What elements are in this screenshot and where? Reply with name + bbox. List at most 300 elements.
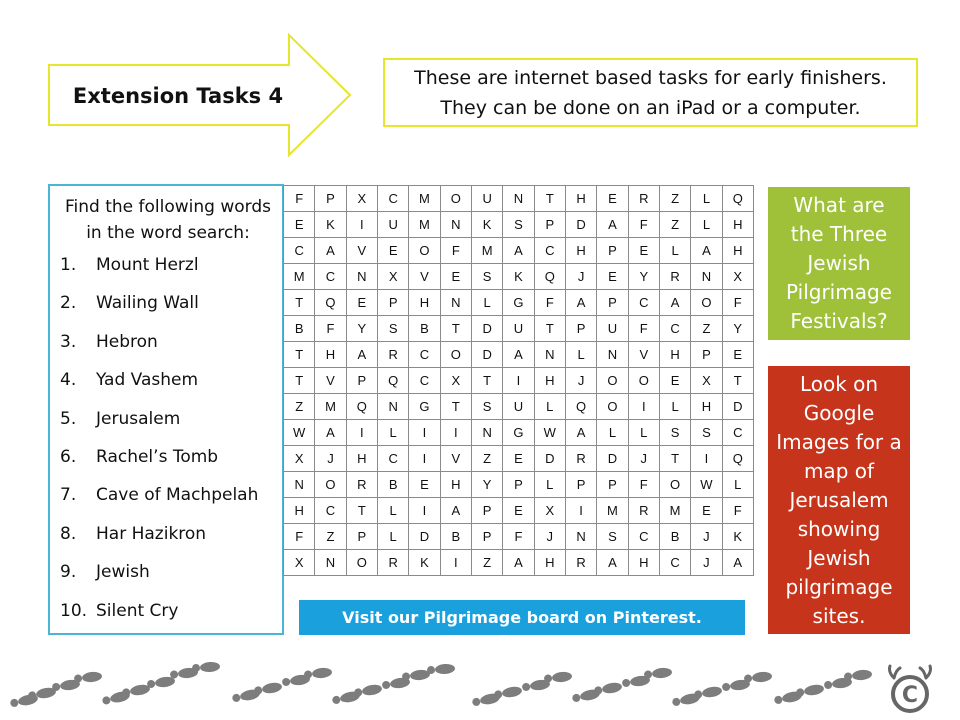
grid-cell: O (346, 550, 377, 576)
footprint-icon (304, 667, 333, 680)
list-item (60, 600, 276, 638)
list-item-number: 3. (60, 331, 77, 352)
grid-cell: F (440, 238, 471, 264)
grid-cell: E (377, 238, 408, 264)
grid-cell: L (377, 524, 408, 550)
footprint-icon (693, 685, 722, 700)
grid-cell: C (534, 238, 565, 264)
grid-cell: E (503, 446, 534, 472)
grid-cell: L (471, 290, 502, 316)
grid-cell: H (409, 290, 440, 316)
list-item-number: 8. (60, 523, 77, 544)
grid-cell: I (503, 368, 534, 394)
list-item (60, 561, 276, 599)
grid-cell: L (691, 212, 722, 238)
grid-row (284, 342, 754, 368)
list-item-text: Mount Herzl (96, 255, 199, 275)
grid-cell: A (565, 420, 596, 446)
grid-row (284, 550, 754, 576)
footprint-icon (544, 671, 573, 684)
grid-cell: Q (534, 264, 565, 290)
grid-cell: K (471, 212, 502, 238)
grid-cell: M (659, 498, 690, 524)
grid-cell: P (597, 238, 628, 264)
grid-cell: E (346, 290, 377, 316)
grid-cell: P (503, 472, 534, 498)
list-item-number: 2. (60, 293, 77, 314)
map-task-line: map of (803, 458, 875, 483)
grid-cell: A (597, 212, 628, 238)
grid-cell: D (471, 316, 502, 342)
footprint-icon (493, 685, 522, 700)
grid-cell: C (659, 550, 690, 576)
grid-cell: C (377, 186, 408, 212)
grid-cell: V (346, 238, 377, 264)
intro-line-2: They can be done on an iPad or a computer. (440, 96, 861, 119)
grid-cell: I (440, 550, 471, 576)
grid-cell: R (565, 550, 596, 576)
grid-cell: L (691, 186, 722, 212)
footprint-icon (353, 683, 382, 698)
grid-cell: O (409, 238, 440, 264)
grid-cell: I (409, 446, 440, 472)
grid-cell: F (628, 472, 659, 498)
grid-cell: H (628, 550, 659, 576)
grid-cell: D (409, 524, 440, 550)
list-item (60, 254, 276, 292)
grid-cell: M (409, 212, 440, 238)
grid-cell: I (440, 420, 471, 446)
grid-cell: N (440, 290, 471, 316)
grid-cell: I (346, 212, 377, 238)
grid-row (284, 212, 754, 238)
grid-cell: F (628, 212, 659, 238)
grid-cell: D (722, 394, 753, 420)
grid-cell: C (315, 498, 346, 524)
list-item (60, 331, 276, 369)
grid-cell: C (409, 368, 440, 394)
grid-cell: T (284, 342, 315, 368)
grid-cell: R (377, 342, 408, 368)
grid-cell: T (471, 368, 502, 394)
grid-cell: A (691, 238, 722, 264)
grid-cell: Z (315, 524, 346, 550)
grid-cell: B (659, 524, 690, 550)
grid-cell: O (597, 368, 628, 394)
grid-cell: P (471, 524, 502, 550)
grid-cell: V (440, 446, 471, 472)
list-item (60, 446, 276, 484)
grid-cell: F (315, 316, 346, 342)
grid-cell: P (377, 290, 408, 316)
grid-cell: E (597, 186, 628, 212)
svg-text:C: C (901, 683, 919, 708)
grid-cell: F (534, 290, 565, 316)
grid-cell: K (409, 550, 440, 576)
grid-cell: X (440, 368, 471, 394)
list-item-text: Jerusalem (96, 408, 181, 429)
grid-cell: Q (377, 368, 408, 394)
grid-cell: H (565, 238, 596, 264)
grid-cell: D (471, 342, 502, 368)
grid-cell: L (377, 498, 408, 524)
list-item-number: 10. (60, 600, 88, 621)
festivals-question-line: Festivals? (790, 309, 888, 333)
grid-cell: A (722, 550, 753, 576)
grid-cell: B (409, 316, 440, 342)
grid-cell: K (722, 524, 753, 550)
list-item-text: Har Hazikron (96, 523, 207, 544)
grid-cell: N (284, 472, 315, 498)
grid-cell: Y (471, 472, 502, 498)
grid-cell: Q (315, 290, 346, 316)
title-arrow (47, 33, 353, 158)
intro-line-1: These are internet based tasks for early finishers. (414, 66, 887, 89)
grid-cell: H (659, 342, 690, 368)
grid-cell: S (597, 524, 628, 550)
grid-row (284, 524, 754, 550)
festivals-question-line: What are (793, 193, 885, 217)
footprint-icon (795, 683, 824, 698)
grid-cell: N (377, 394, 408, 420)
grid-cell: A (315, 420, 346, 446)
grid-cell: W (534, 420, 565, 446)
footprints-icon (0, 655, 960, 720)
grid-cell: U (503, 394, 534, 420)
footprint-icon (146, 676, 175, 690)
map-task-line: Jerusalem (789, 487, 889, 512)
grid-cell: O (628, 368, 659, 394)
grid-cell: P (315, 186, 346, 212)
grid-cell: U (377, 212, 408, 238)
grid-row (284, 446, 754, 472)
grid-cell: E (284, 212, 315, 238)
grid-cell: I (346, 420, 377, 446)
grid-cell: D (565, 212, 596, 238)
grid-cell: C (409, 342, 440, 368)
map-task-line: Images for a (776, 429, 902, 454)
footprint-icon (427, 663, 456, 675)
grid-cell: A (597, 550, 628, 576)
grid-cell: F (722, 498, 753, 524)
grid-cell: R (628, 498, 659, 524)
grid-row (284, 394, 754, 420)
grid-cell: Y (346, 316, 377, 342)
grid-row (284, 420, 754, 446)
footprint-icon (192, 661, 221, 673)
grid-cell: F (722, 290, 753, 316)
list-item-text: Wailing Wall (96, 293, 199, 314)
grid-cell: E (503, 498, 534, 524)
grid-cell: M (597, 498, 628, 524)
grid-cell: J (691, 524, 722, 550)
grid-cell: P (471, 498, 502, 524)
grid-cell: K (315, 212, 346, 238)
grid-cell: J (534, 524, 565, 550)
grid-cell: U (471, 186, 502, 212)
grid-cell: E (409, 472, 440, 498)
grid-cell: U (597, 316, 628, 342)
grid-cell: I (409, 498, 440, 524)
grid-cell: A (565, 290, 596, 316)
intro-box (383, 58, 918, 127)
footprint-icon (27, 686, 56, 701)
grid-cell: X (284, 446, 315, 472)
grid-cell: L (628, 420, 659, 446)
grid-cell: O (440, 186, 471, 212)
grid-cell: J (565, 264, 596, 290)
grid-cell: U (503, 316, 534, 342)
grid-cell: P (346, 524, 377, 550)
map-task-line: showing (797, 516, 881, 541)
list-item-number: 5. (60, 408, 77, 429)
grid-cell: I (691, 446, 722, 472)
grid-cell: O (691, 290, 722, 316)
grid-cell: F (628, 316, 659, 342)
grid-cell: T (440, 316, 471, 342)
grid-cell: I (628, 394, 659, 420)
grid-row (284, 472, 754, 498)
grid-cell: B (440, 524, 471, 550)
grid-cell: O (315, 472, 346, 498)
grid-cell: A (503, 342, 534, 368)
grid-cell: A (503, 550, 534, 576)
grid-cell: J (315, 446, 346, 472)
list-item-text: Hebron (96, 331, 158, 352)
list-item-number: 9. (60, 562, 77, 583)
grid-cell: T (440, 394, 471, 420)
map-task-box (768, 366, 910, 634)
grid-cell: C (284, 238, 315, 264)
grid-cell: R (377, 550, 408, 576)
grid-cell: I (409, 420, 440, 446)
grid-cell: R (346, 472, 377, 498)
grid-cell: L (659, 394, 690, 420)
grid-cell: Y (722, 316, 753, 342)
grid-cell: E (659, 368, 690, 394)
grid-cell: A (503, 238, 534, 264)
grid-cell: N (503, 186, 534, 212)
festivals-question-box (768, 187, 910, 340)
grid-cell: C (628, 524, 659, 550)
grid-cell: N (471, 420, 502, 446)
grid-cell: O (659, 472, 690, 498)
grid-cell: J (628, 446, 659, 472)
grid-cell: O (597, 394, 628, 420)
footprint-icon (593, 681, 622, 696)
grid-cell: Q (722, 446, 753, 472)
list-item-text: Rachel’s Tomb (96, 446, 219, 467)
grid-cell: H (534, 368, 565, 394)
grid-cell: P (565, 316, 596, 342)
grid-cell: X (377, 264, 408, 290)
list-item-number: 4. (60, 370, 77, 391)
grid-cell: S (691, 420, 722, 446)
grid-cell: D (534, 446, 565, 472)
list-item-number: 7. (60, 485, 77, 506)
grid-row (284, 498, 754, 524)
list-item-text: Jewish (96, 562, 150, 583)
list-item (60, 369, 276, 407)
grid-cell: P (346, 368, 377, 394)
grid-cell: Z (471, 550, 502, 576)
grid-cell: B (284, 316, 315, 342)
grid-cell: H (722, 212, 753, 238)
grid-cell: Z (659, 212, 690, 238)
list-item-number: 1. (60, 255, 77, 275)
grid-cell: X (722, 264, 753, 290)
list-item-text: Cave of Machpelah (96, 485, 259, 506)
list-item-text: Yad Vashem (96, 370, 199, 391)
list-item (60, 484, 276, 522)
grid-cell: A (440, 498, 471, 524)
grid-cell: C (722, 420, 753, 446)
grid-cell: H (315, 342, 346, 368)
grid-cell: Z (659, 186, 690, 212)
list-item (60, 523, 276, 561)
grid-cell: T (284, 368, 315, 394)
grid-cell: H (565, 186, 596, 212)
grid-row (284, 186, 754, 212)
grid-cell: J (691, 550, 722, 576)
grid-cell: F (284, 186, 315, 212)
grid-cell: P (691, 342, 722, 368)
grid-row (284, 238, 754, 264)
list-item (60, 408, 276, 446)
grid-cell: H (691, 394, 722, 420)
grid-cell: P (565, 472, 596, 498)
grid-row (284, 316, 754, 342)
grid-cell: G (503, 420, 534, 446)
grid-cell: R (565, 446, 596, 472)
grid-cell: T (534, 186, 565, 212)
grid-cell: M (471, 238, 502, 264)
grid-cell: A (315, 238, 346, 264)
grid-cell: C (315, 264, 346, 290)
grid-cell: V (409, 264, 440, 290)
grid-cell: K (503, 264, 534, 290)
grid-cell: X (534, 498, 565, 524)
grid-cell: T (659, 446, 690, 472)
footprint-icon (644, 667, 673, 680)
grid-cell: M (409, 186, 440, 212)
list-item-text: Silent Cry (96, 600, 179, 621)
grid-cell: S (377, 316, 408, 342)
footprint-icon (402, 669, 431, 682)
grid-cell: E (628, 238, 659, 264)
grid-cell: V (628, 342, 659, 368)
word-list-panel (48, 184, 284, 635)
grid-cell: C (659, 316, 690, 342)
grid-cell: S (471, 264, 502, 290)
grid-cell: F (503, 524, 534, 550)
grid-cell: T (284, 290, 315, 316)
grid-cell: T (346, 498, 377, 524)
festivals-question-line: Jewish (807, 251, 871, 275)
page-title: Extension Tasks 4 (72, 83, 284, 108)
grid-cell: T (534, 316, 565, 342)
grid-cell: S (471, 394, 502, 420)
grid-cell: Q (722, 186, 753, 212)
grid-cell: G (503, 290, 534, 316)
festivals-question-line: Pilgrimage (786, 280, 892, 304)
grid-cell: C (628, 290, 659, 316)
pinterest-link-button[interactable]: Visit our Pilgrimage board on Pinterest. (299, 600, 745, 635)
grid-cell: Q (565, 394, 596, 420)
grid-cell: M (315, 394, 346, 420)
grid-cell: P (597, 472, 628, 498)
grid-cell: Z (691, 316, 722, 342)
grid-cell: T (722, 368, 753, 394)
grid-cell: C (377, 446, 408, 472)
grid-cell: L (659, 238, 690, 264)
grid-cell: L (597, 420, 628, 446)
grid-cell: Y (628, 264, 659, 290)
grid-cell: E (440, 264, 471, 290)
grid-cell: I (565, 498, 596, 524)
word-list-heading (60, 194, 276, 246)
grid-cell: H (440, 472, 471, 498)
word-search-grid (283, 185, 754, 576)
grid-cell: X (346, 186, 377, 212)
grid-cell: W (691, 472, 722, 498)
grid-cell: L (722, 472, 753, 498)
grid-cell: Z (284, 394, 315, 420)
footprint-icon (744, 671, 773, 684)
grid-cell: W (284, 420, 315, 446)
word-list-items (60, 254, 276, 638)
grid-cell: N (315, 550, 346, 576)
footprint-icon (253, 681, 282, 696)
footprint-icon (74, 671, 103, 684)
grid-cell: A (659, 290, 690, 316)
grid-cell: L (534, 394, 565, 420)
word-list-heading-line-2: in the word search: (86, 223, 250, 243)
list-item-number: 6. (60, 446, 77, 467)
grid-cell: N (565, 524, 596, 550)
footprint-icon (844, 669, 873, 682)
grid-cell: Z (471, 446, 502, 472)
grid-cell: V (315, 368, 346, 394)
grid-cell: D (597, 446, 628, 472)
grid-cell: E (597, 264, 628, 290)
grid-cell: A (346, 342, 377, 368)
grid-cell: H (534, 550, 565, 576)
map-task-line: sites. (812, 603, 866, 628)
grid-cell: H (346, 446, 377, 472)
list-item (60, 292, 276, 330)
map-task-line: Jewish (807, 545, 871, 570)
grid-cell: R (628, 186, 659, 212)
grid-cell: N (691, 264, 722, 290)
grid-cell: L (534, 472, 565, 498)
grid-cell: N (534, 342, 565, 368)
footprint-icon (121, 683, 150, 698)
map-task-line: pilgrimage (785, 574, 893, 599)
grid-row (284, 290, 754, 316)
grid-cell: O (440, 342, 471, 368)
grid-cell: B (377, 472, 408, 498)
grid-row (284, 368, 754, 394)
grid-cell: P (597, 290, 628, 316)
grid-cell: X (691, 368, 722, 394)
grid-cell: N (597, 342, 628, 368)
grid-cell: P (534, 212, 565, 238)
grid-cell: F (284, 524, 315, 550)
grid-cell: J (565, 368, 596, 394)
word-list-heading-line-1: Find the following words (64, 197, 271, 217)
grid-cell: S (503, 212, 534, 238)
